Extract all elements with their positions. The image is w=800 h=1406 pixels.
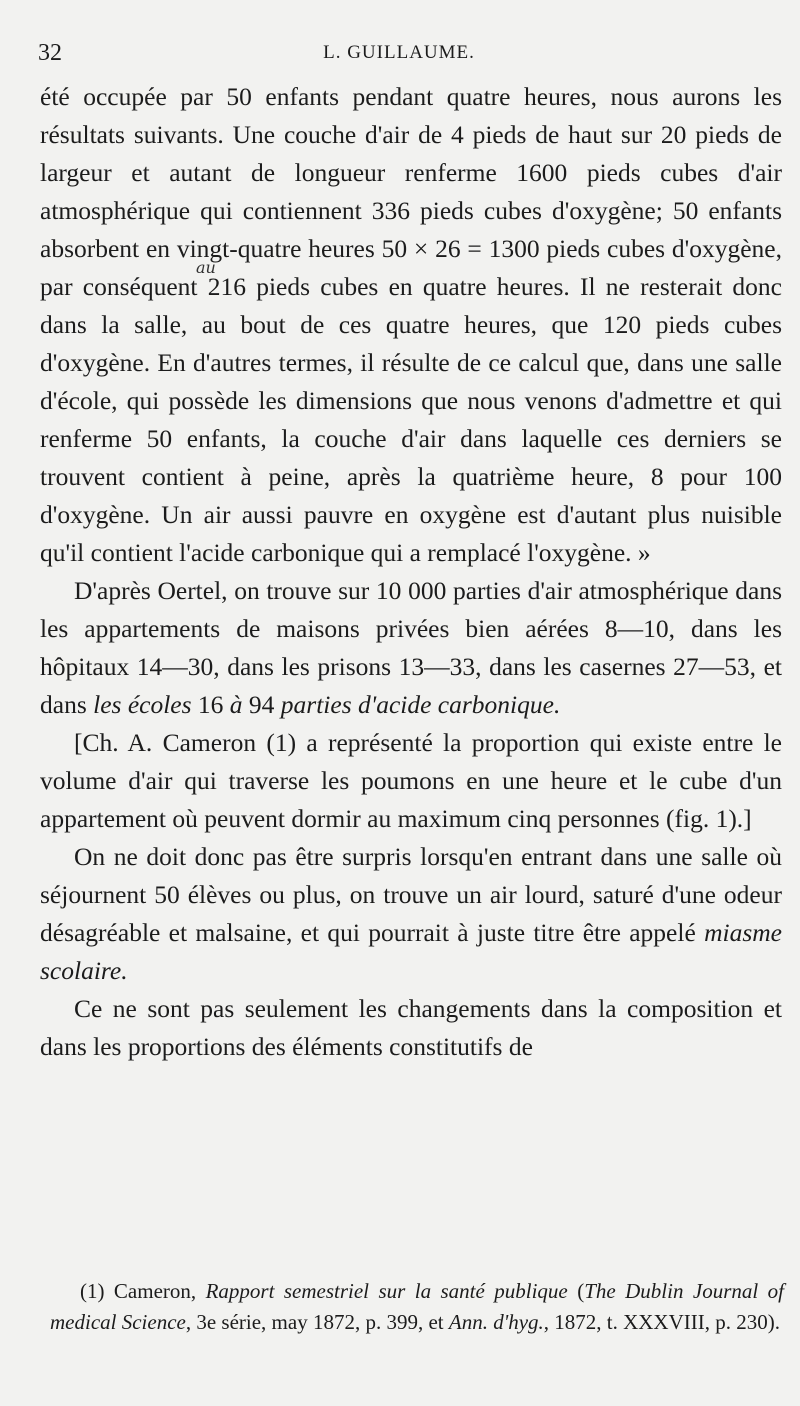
paragraph-1: été occupée par 50 enfants pendant quatre heures, nous aurons les résultats suivants. Une couche d'air de 4 pieds de haut sur 20 pieds de largeur et autant de longueur renferme 1600 pieds cubes d'air atmosphérique qui contiennent 336 pieds cubes d'oxygène; 50 enfants absorbent en vingt-quatre heures 50 × 26 = 1300 pieds cubes d'oxygène, par conséquent 216 pieds cubes en quatre heures. Il ne resterait donc dans la salle, au bout de ces quatre heures, que 120 pieds cubes d'oxygène. En d'autres termes, il résulte de ce calcul que, dans une salle d'école, qui possède les dimensions que nous venons d'admettre et qui renferme 50 enfants, la couche d'air dans laquelle ces derniers se trouvent contient à peine, après la quatrième heure, 8 pour 100 d'oxygène. Un air aussi pauvre en oxygène est d'autant plus nuisible qu'il contient l'acide carbonique qui a remplacé l'oxygène. »	[40, 82, 782, 567]
italic-parties: parties d'acide carbonique.	[280, 690, 561, 719]
footnote-title: Rapport semestriel sur la santé publique	[205, 1279, 568, 1303]
number-94: 94	[248, 690, 275, 719]
footnote-1	[50, 1276, 784, 1338]
paragraph-2	[40, 572, 782, 724]
body-text	[40, 78, 782, 1066]
handwritten-annotation: au	[196, 258, 216, 277]
footnote-paren: (	[577, 1279, 585, 1303]
paragraph-2-text: D'après Oertel, on trouve sur 10 000 parties d'air atmosphérique dans les appartements de maisons privées bien aérées 8—10, dans les hôpitaux 14—30, dans les prisons 13—33, dans les casernes 27—53, et dans	[40, 576, 782, 719]
page-number: 32	[38, 40, 62, 66]
footnote-rest: , 3e série, may 1872, p. 399, et	[185, 1310, 444, 1334]
paragraph-3: [Ch. A. Cameron (1) a représenté la proportion qui existe entre le volume d'air qui traverse les poumons en une heure et le cube d'un appartement où peuvent dormir au maximum cinq personnes (fig. 1).]	[40, 728, 782, 833]
paragraph-4	[40, 838, 782, 990]
paragraph-4-text: On ne doit donc pas être surpris lorsqu'en entrant dans une salle où séjournent 50 élèves ou plus, on trouve un air lourd, saturé d'une odeur désagréable et malsaine, et qui pourrait à juste titre être appelé	[40, 842, 782, 947]
page-header	[38, 40, 760, 76]
running-head: L. GUILLAUME.	[323, 42, 475, 63]
italic-miasme: miasme scolaire.	[40, 918, 782, 985]
footnote-end: , 1872, t. XXXVIII, p. 230).	[543, 1310, 780, 1334]
footnote-journal: The Dublin Journal of medical Science	[50, 1279, 785, 1334]
footnote-ann: Ann. d'hyg.	[448, 1310, 544, 1334]
number-16: 16	[197, 690, 224, 719]
italic-a: à	[229, 690, 243, 719]
italic-les-ecoles: les écoles	[93, 690, 192, 719]
footnote-marker: (1) Cameron,	[80, 1279, 197, 1303]
footnotes	[50, 1276, 784, 1338]
paragraph-5: Ce ne sont pas seulement les changements dans la composition et dans les proportions des éléments constitutifs de	[40, 994, 782, 1061]
